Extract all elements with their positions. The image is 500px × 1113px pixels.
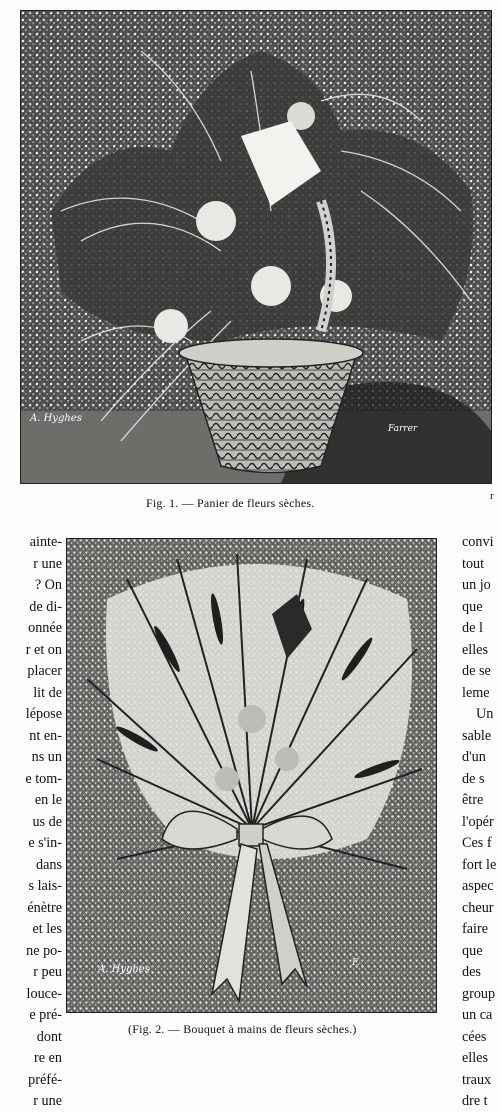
left-text-column [0,532,62,1113]
text-line: un ca [462,1007,493,1023]
top-right-fragment: r [490,490,494,502]
text-line: elles [462,641,488,658]
figure-2-caption-number: (Fig. 2. [128,1022,165,1036]
text-line: ne po- [26,942,62,959]
text-line: r une [33,1093,62,1109]
text-line: e tom- [25,770,62,787]
text-line: fort le [462,856,497,873]
figure-1-caption-number: Fig. 1. [146,496,179,510]
text-line: des [462,964,481,980]
text-line: en le [34,792,62,808]
text-line: ainte- [29,534,62,550]
hand-bouquet-of-dried-flowers-illustration [67,539,436,1012]
text-line: et les [32,921,62,937]
text-line: Un [476,706,494,722]
figure-2-engraving [66,538,437,1013]
text-line: lit de [33,684,62,701]
figure-2-caption-text: — Bouquet à mains de fleurs sèches.) [164,1022,357,1036]
text-line: que [462,598,483,615]
figure-1-caption [146,496,314,511]
text-line: sable [462,727,492,744]
text-line: traux [462,1071,492,1088]
text-line: leme [462,684,490,701]
basket-of-dried-flowers-illustration [21,11,491,483]
text-line: faire [462,921,488,937]
text-line: Ces f [462,835,492,851]
text-line: s lais- [28,878,62,894]
text-line: re en [34,1050,62,1066]
text-line: elles [462,1050,488,1066]
figure-2-signature-right: F. [352,958,360,968]
text-line: e pré- [29,1007,62,1023]
text-line: louce- [26,985,62,1002]
text-line: aspec [462,878,494,894]
text-line: dans [35,856,62,873]
text-line: dont [36,1028,62,1045]
text-line: de s [462,770,485,787]
text-line: de di- [29,598,62,615]
text-line: de se [462,663,491,679]
text-line: r et on [25,641,62,658]
right-text-column [462,532,500,1113]
text-line: ? On [34,577,62,593]
text-line: d'un [462,749,486,765]
text-line: un jo [462,577,491,593]
text-line: que [462,942,483,959]
figure-2-signature-left: A. Hyghes [98,964,150,975]
text-line: préfé- [28,1071,62,1088]
text-line: ns un [31,749,62,765]
text-line: de l [462,620,483,636]
text-line: onnée [28,620,62,636]
text-line: tout [462,555,485,572]
text-line: placer [27,663,62,679]
figure-1-engraving [20,10,492,484]
text-line: être [462,792,484,808]
figure-1-signature-left: A. Hyghes [30,413,82,424]
text-line: cheur [462,899,494,916]
text-line: r peu [33,964,62,980]
text-line: cées [462,1028,487,1045]
text-line: r une [33,555,62,572]
text-line: lépose [25,706,62,722]
figure-2-caption [128,1022,357,1037]
text-line: convi [462,534,494,550]
text-line: l'opér [462,813,494,830]
text-line: énètre [27,899,62,916]
figure-1-signature-right: Farrer [388,424,418,434]
text-line: e s'in- [28,835,62,851]
text-line: group [462,985,496,1002]
text-line: dre t [462,1093,488,1109]
text-line: nt en- [29,727,62,744]
figure-1-caption-text: — Panier de fleurs sèches. [178,496,315,510]
text-line: us de [32,813,62,830]
